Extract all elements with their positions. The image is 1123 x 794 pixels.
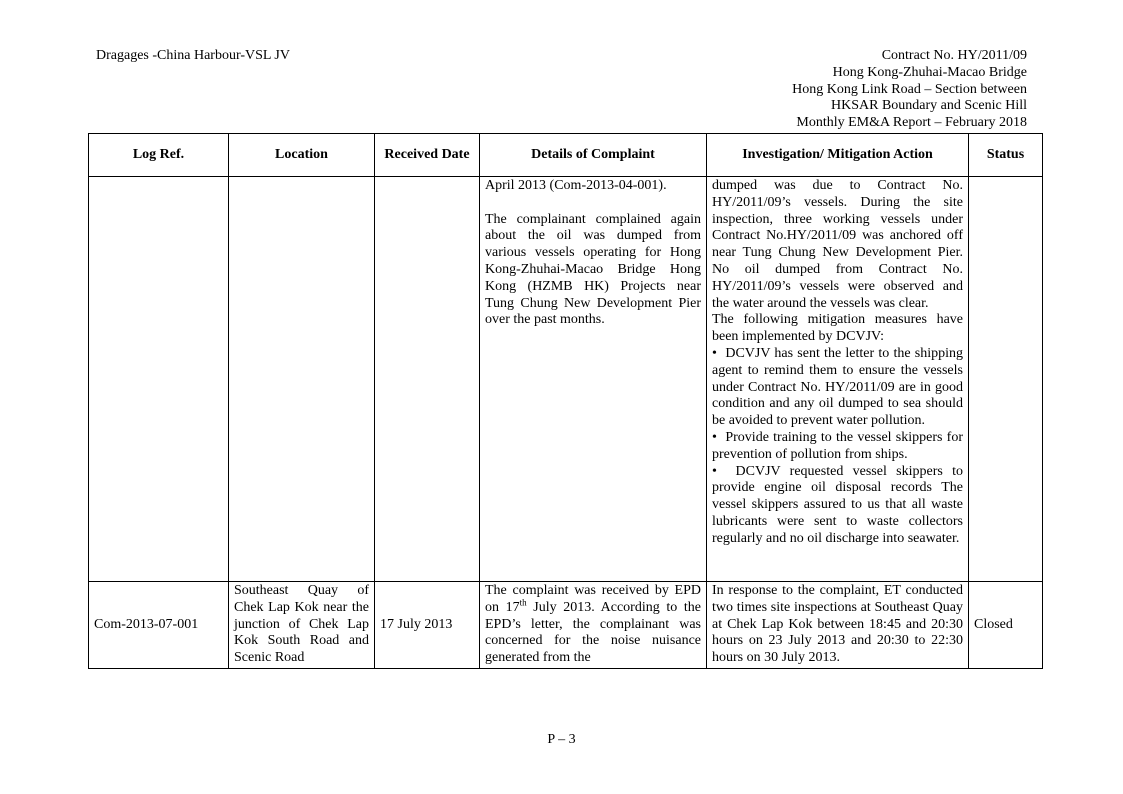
action-paragraph: The following mitigation measures have been implemented by DCVJV: <box>712 312 963 345</box>
status-cell: Closed <box>969 582 1043 669</box>
column-header-action: Investigation/ Mitigation Action <box>707 134 969 177</box>
header-organization: Dragages -China Harbour-VSL JV <box>96 48 290 63</box>
action-bullet: • DCVJV has sent the letter to the shipping agent to remind them to ensure the vessels under Contract No. HY/2011/09 are in good condition and any oil dumped to sea should be avoided to prevent water pollution. <box>712 345 963 429</box>
details-paragraph: The complainant complained again about the oil was dumped from various vessels operating for Hong Kong-Zhuhai-Macao Bridge Hong Kong (HZMB HK) Projects near Tung Chung New Development Pier over the past months. <box>485 211 701 328</box>
table-row <box>89 177 1043 582</box>
location-cell: Southeast Quay of Chek Lap Kok near the junction of Chek Lap Kok South Road and Scenic Road <box>229 582 375 669</box>
action-cell <box>707 177 969 582</box>
status-cell <box>969 177 1043 582</box>
action-bullet: • Provide training to the vessel skippers for prevention of pollution from ships. <box>712 429 963 462</box>
action-bullet: • DCVJV requested vessel skippers to provide engine oil disposal records The vessel skippers assured to us that all waste lubricants were sent to waste collectors regularly and no oil discharge into seawater. <box>712 463 963 546</box>
details-cell: The complaint was received by EPD on 17th July 2013. According to the EPD’s letter, the complainant was concerned for the noise nuisance generated from the <box>480 582 707 669</box>
header-line: Hong Kong-Zhuhai-Macao Bridge <box>832 64 1027 80</box>
header-contract-info <box>792 48 1027 132</box>
header-line: Hong Kong Link Road – Section between <box>792 81 1027 97</box>
log-ref-cell <box>89 177 229 582</box>
header-line: HKSAR Boundary and Scenic Hill <box>831 98 1027 114</box>
page-number: P – 3 <box>547 732 576 747</box>
complaint-log-table <box>88 133 1043 669</box>
column-header-status: Status <box>969 134 1043 177</box>
column-header-received-date: Received Date <box>375 134 480 177</box>
header-line: Contract No. HY/2011/09 <box>881 48 1027 63</box>
received-date-cell: 17 July 2013 <box>375 582 480 669</box>
column-header-location: Location <box>229 134 375 177</box>
column-header-log-ref: Log Ref. <box>89 134 229 177</box>
action-cell: In response to the complaint, ET conducted two times site inspections at Southeast Quay at Chek Lap Kok between 18:45 and 20:30 hours on 23 July 2013 and 20:30 to 22:30 hours on 30 July 2013. <box>707 582 969 669</box>
action-paragraph: dumped was due to Contract No. HY/2011/09’s vessels. During the site inspection, three working vessels under Contract No.HY/2011/09 was anchored off near Tung Chung New Development Pier. No oil dumped from Contract No. HY/2011/09’s vessels were observed and the water around the vessels was clear. <box>712 178 963 311</box>
location-cell <box>229 177 375 582</box>
table-row <box>89 582 1043 669</box>
received-date-cell <box>375 177 480 582</box>
header-line: Monthly EM&A Report – February 2018 <box>796 115 1027 131</box>
details-cell <box>480 177 707 582</box>
column-header-details: Details of Complaint <box>480 134 707 177</box>
details-paragraph: April 2013 (Com-2013-04-001). <box>485 178 667 193</box>
log-ref-cell: Com-2013-07-001 <box>89 582 229 669</box>
table-header-row <box>89 134 1043 177</box>
